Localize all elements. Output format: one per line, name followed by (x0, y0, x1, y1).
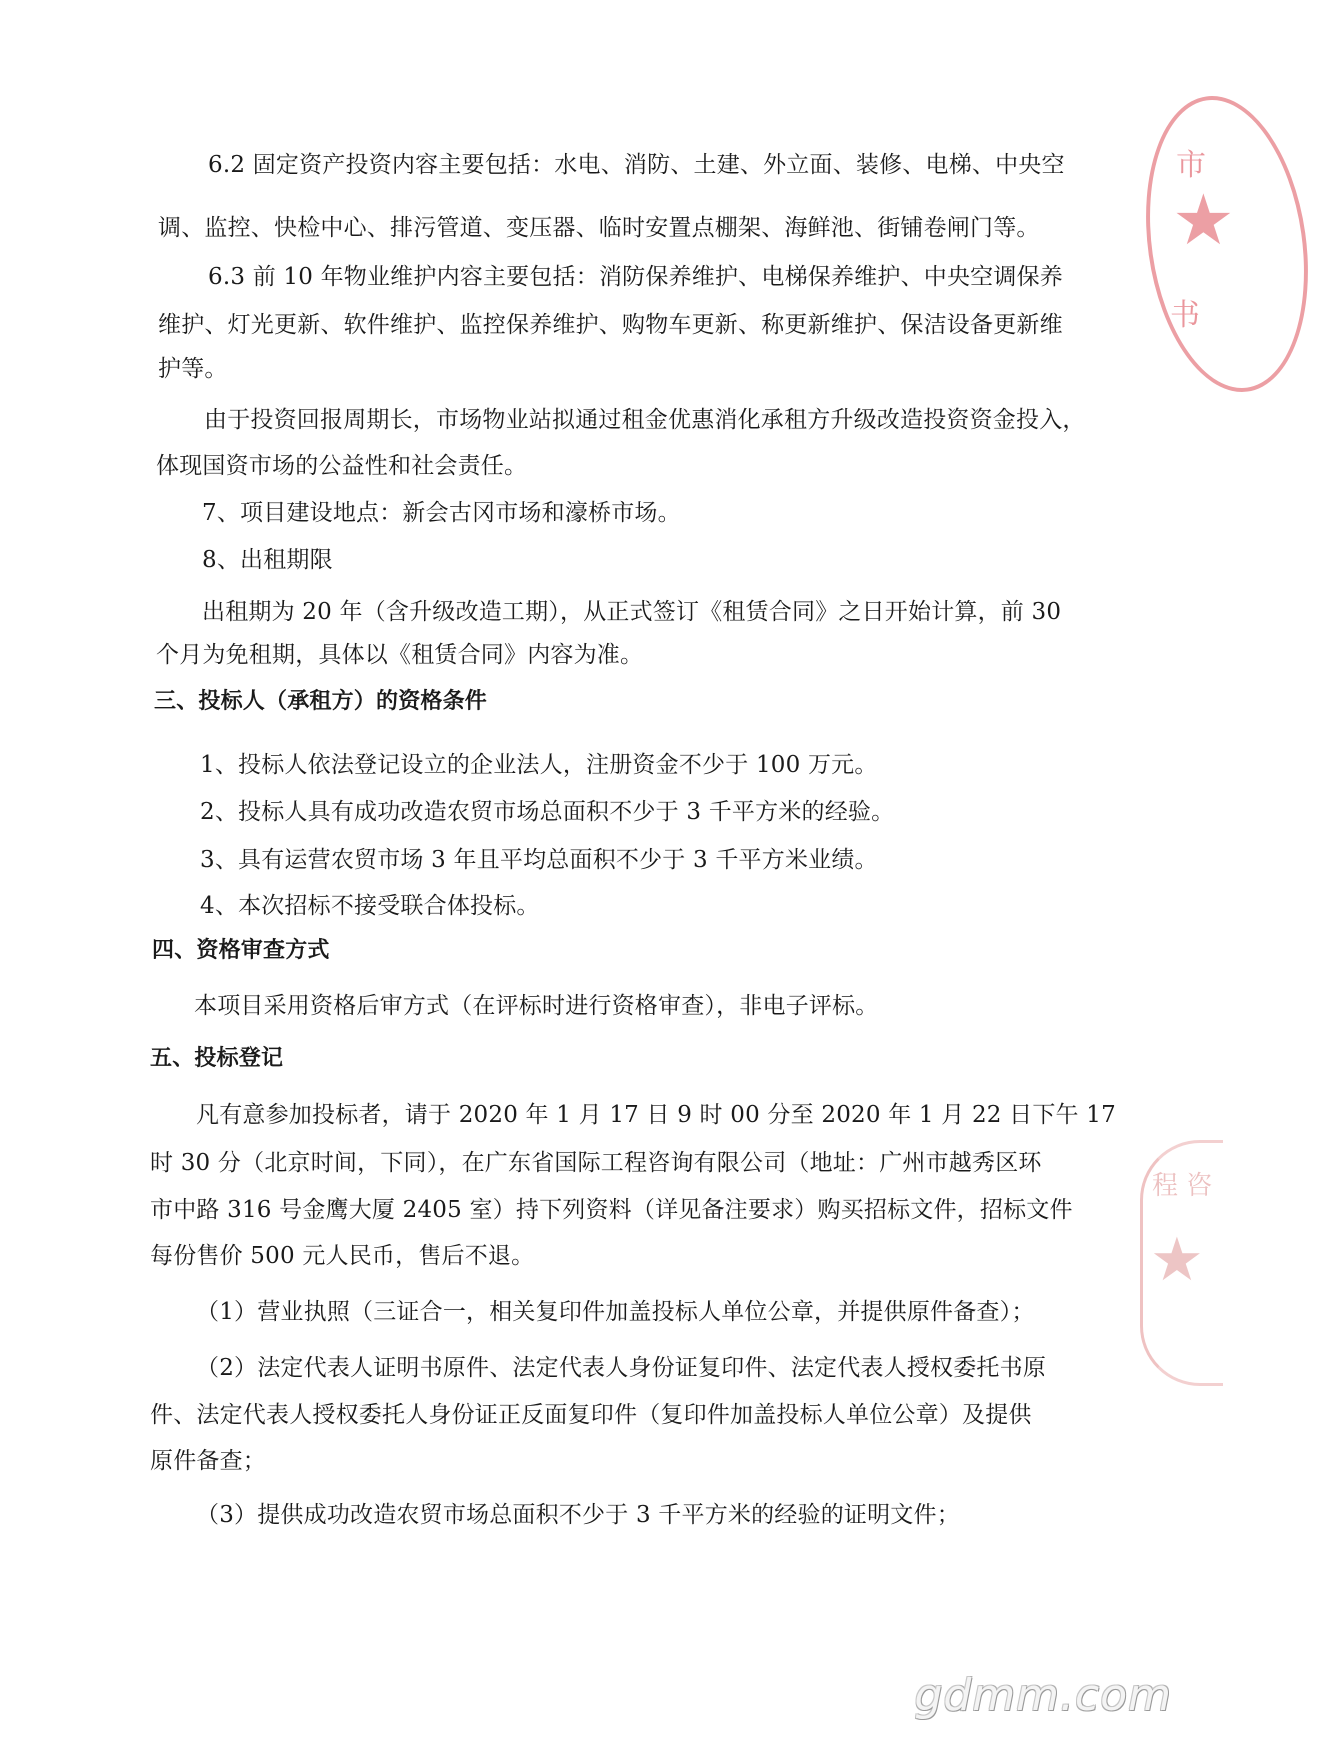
text-line: 2、投标人具有成功改造农贸市场总面积不少于 3 千平方米的经验。 (200, 799, 895, 825)
text-line: （3）提供成功改造农贸市场总面积不少于 3 千平方米的经验的证明文件； (196, 1502, 960, 1528)
text-line: 时 30 分（北京时间，下同），在广东省国际工程咨询有限公司（地址：广州市越秀区环 (150, 1150, 1042, 1176)
site-watermark: gdmm.com (914, 1670, 1172, 1721)
text-line: 护等。 (158, 356, 228, 382)
text-line: 件、法定代表人授权委托人身份证正反面复印件（复印件加盖投标人单位公章）及提供 (150, 1402, 1032, 1428)
text-line: （2）法定代表人证明书原件、法定代表人身份证复印件、法定代表人授权委托书原 (196, 1355, 1047, 1381)
section-heading-registration: 五、投标登记 (150, 1046, 284, 1071)
text-line: 凡有意参加投标者，请于 2020 年 1 月 17 日 9 时 00 分至 2020 年 1 月 22 日下午 17 (196, 1102, 1116, 1128)
text-line: 6.3 前 10 年物业维护内容主要包括：消防保养维护、电梯保养维护、中央空调保养 (208, 264, 1063, 290)
text-line: 体现国资市场的公益性和社会责任。 (156, 453, 528, 479)
text-line: 市中路 316 号金鹰大厦 2405 室）持下列资料（详见备注要求）购买招标文件，招标文件 (150, 1197, 1073, 1223)
faded-seal-star-icon: ★ (1150, 1225, 1204, 1295)
red-seal-top-text: 书 (1170, 298, 1200, 333)
text-line: 4、本次招标不接受联合体投标。 (200, 893, 540, 919)
red-seal-top-text: 市 (1176, 148, 1206, 183)
text-line: 本项目采用资格后审方式（在评标时进行资格审查），非电子评标。 (194, 993, 879, 1019)
text-line: 出租期为 20 年（含升级改造工期），从正式签订《租赁合同》之日开始计算，前 30 (202, 599, 1062, 625)
section-heading-qualifications: 三、投标人（承租方）的资格条件 (154, 689, 488, 714)
text-line: 8、出租期限 (202, 547, 333, 573)
text-line: 维护、灯光更新、软件维护、监控保养维护、购物车更新、称更新维护、保洁设备更新维 (158, 312, 1063, 338)
text-line: 6.2 固定资产投资内容主要包括：水电、消防、土建、外立面、装修、电梯、中央空 (208, 152, 1065, 178)
red-seal-star-icon: ★ (1172, 179, 1235, 261)
text-line: 1、投标人依法登记设立的企业法人，注册资金不少于 100 万元。 (200, 752, 878, 778)
text-line: 7、项目建设地点：新会古冈市场和濠桥市场。 (202, 500, 681, 526)
text-line: 个月为免租期，具体以《租赁合同》内容为准。 (156, 642, 644, 668)
text-line: 由于投资回报周期长，市场物业站拟通过租金优惠消化承租方升级改造投资资金投入， (204, 407, 1086, 433)
section-heading-review: 四、资格审查方式 (152, 938, 330, 963)
faded-seal-text: 程 咨 (1152, 1171, 1213, 1201)
text-line: 3、具有运营农贸市场 3 年且平均总面积不少于 3 千平方米业绩。 (200, 847, 878, 873)
text-line: 原件备查； (150, 1448, 266, 1474)
text-line: （1）营业执照（三证合一，相关复印件加盖投标人单位公章，并提供原件备查）； (196, 1299, 1035, 1325)
text-line: 调、监控、快检中心、排污管道、变压器、临时安置点棚架、海鲜池、街铺卷闸门等。 (158, 215, 1040, 241)
text-line: 每份售价 500 元人民币，售后不退。 (150, 1243, 535, 1269)
